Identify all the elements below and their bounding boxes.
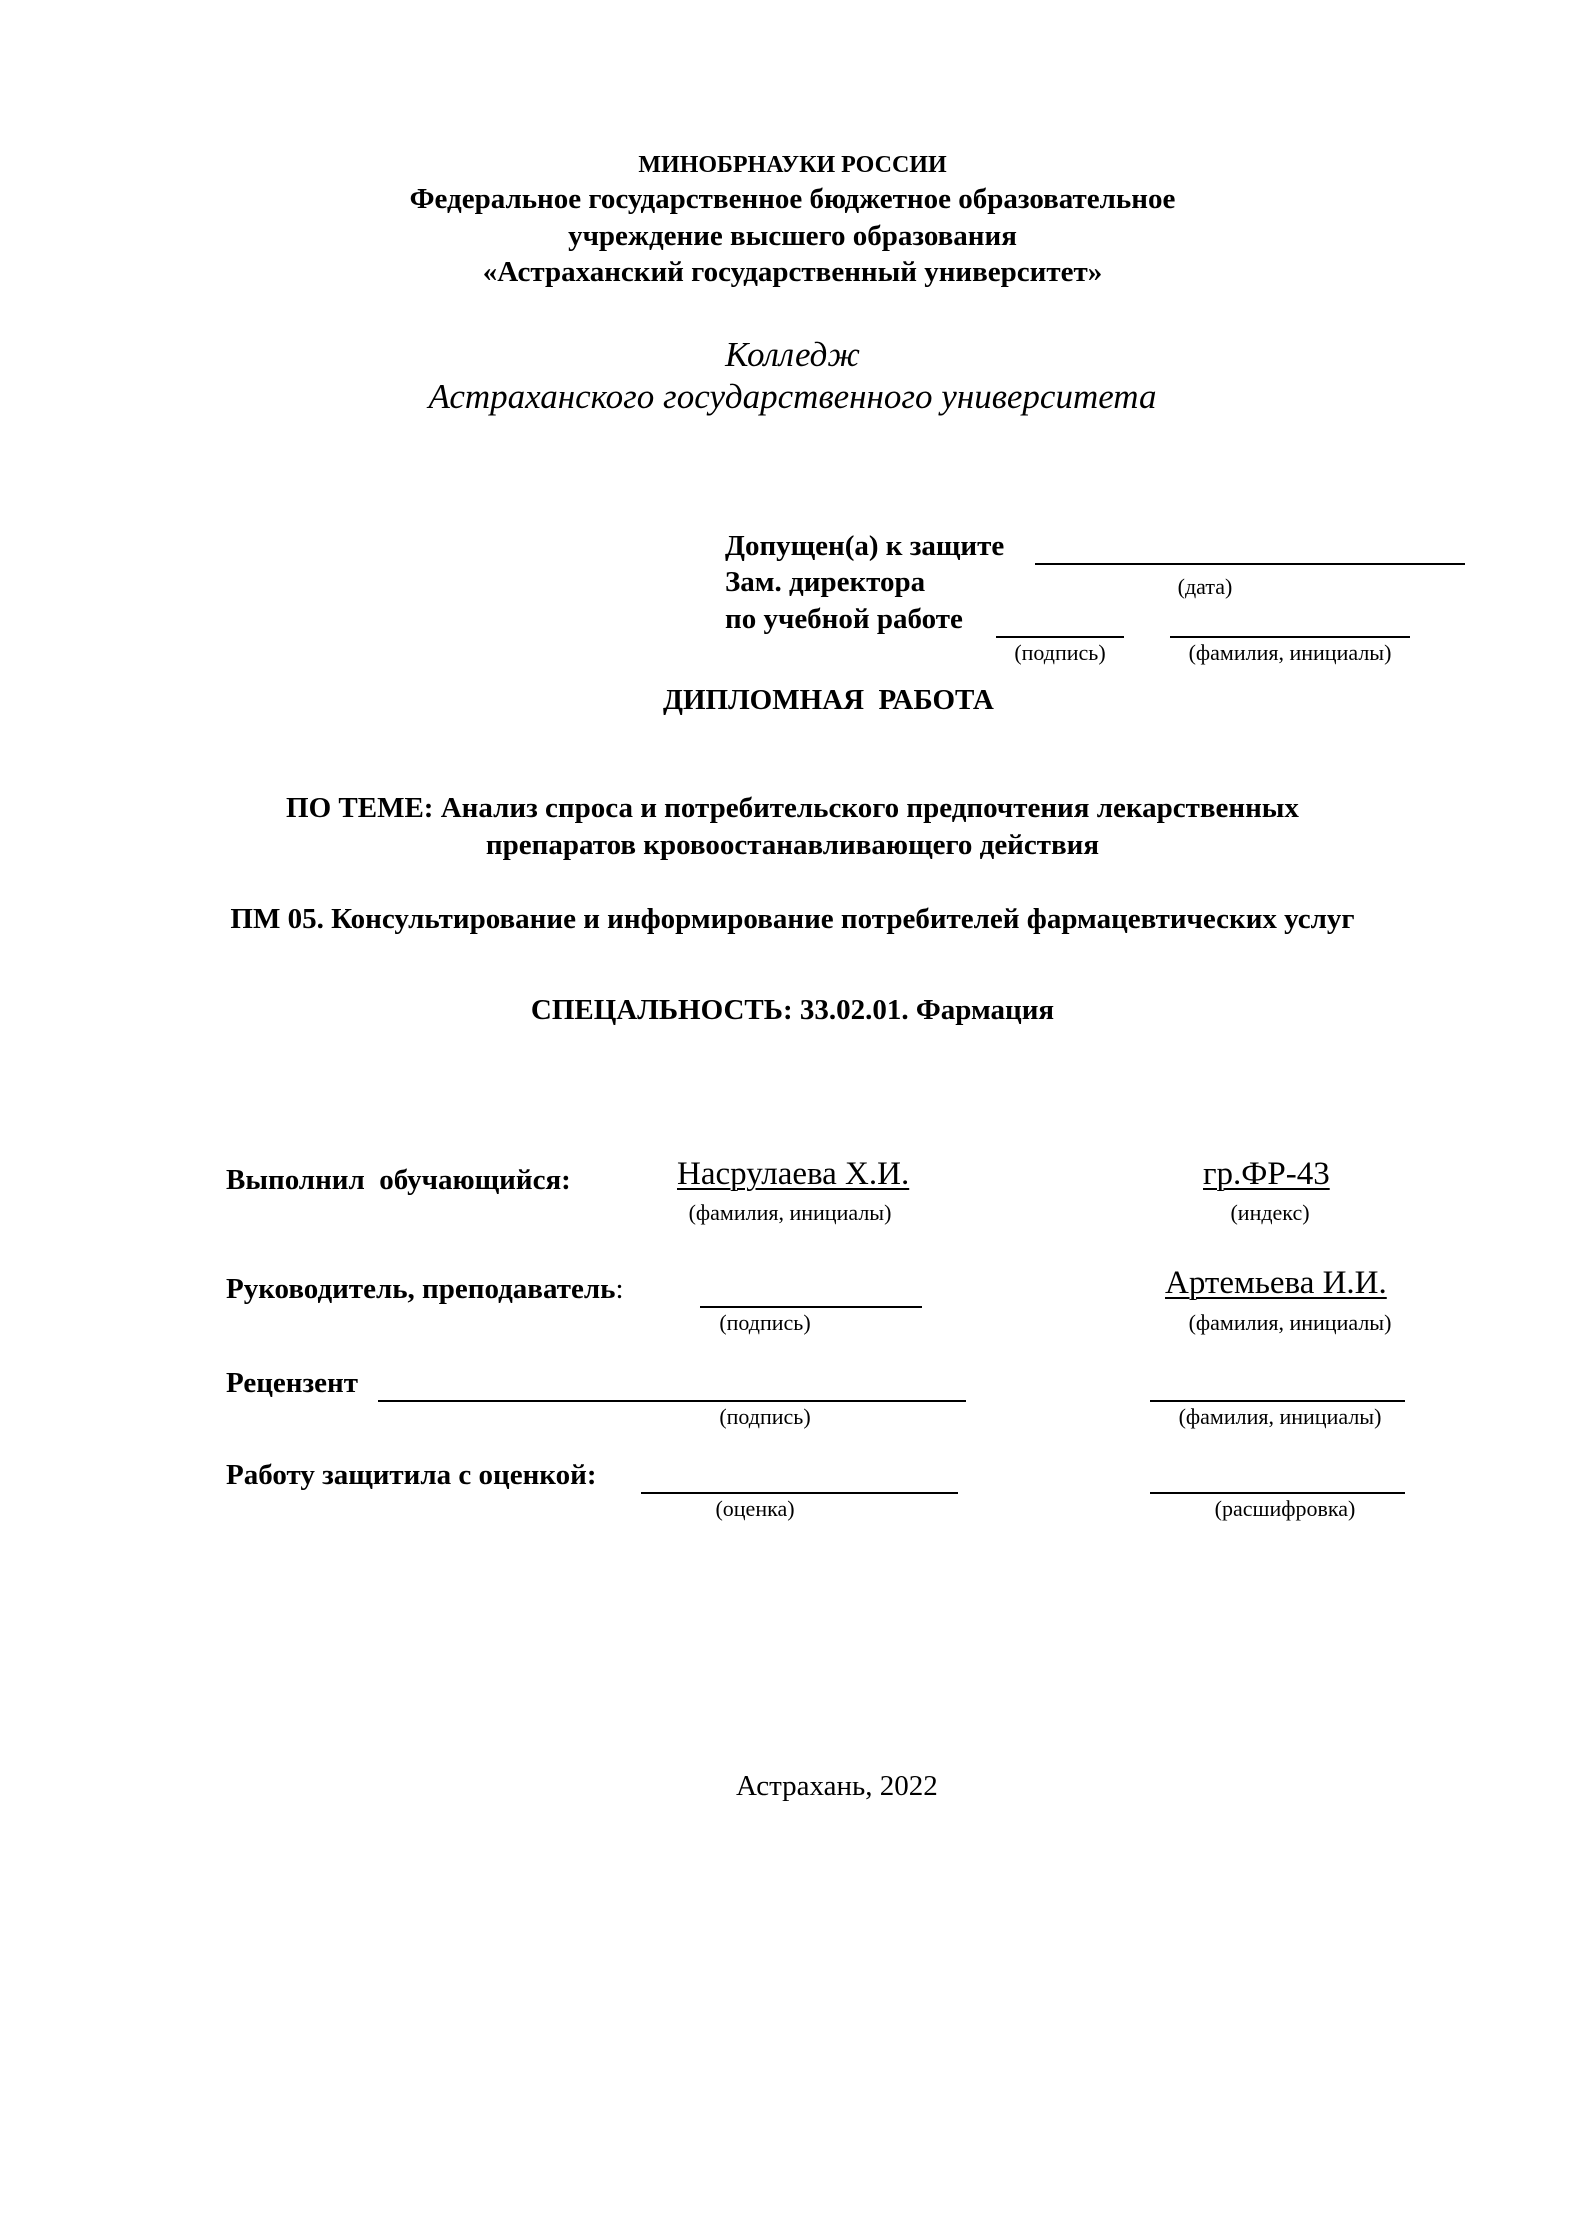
supervisor-signature-line <box>700 1306 922 1308</box>
deputy-label: Зам. директора <box>725 566 926 598</box>
supervisor-label: Руководитель, преподаватель <box>226 1273 616 1305</box>
document-title: ДИПЛОМНАЯ РАБОТА <box>663 684 994 716</box>
approval-name-line <box>1170 636 1410 638</box>
student-name: Насрулаева Х.И. <box>677 1156 910 1192</box>
module-title: ПМ 05. Консультирование и информирование потребителей фармацевтических услуг <box>230 903 1355 935</box>
reviewer-name-caption: (фамилия, инициалы) <box>1178 1404 1382 1429</box>
defense-grade-caption: (оценка) <box>715 1496 795 1521</box>
student-group: гр.ФР-43 <box>1203 1156 1330 1192</box>
defense-decode-line <box>1150 1492 1405 1494</box>
reviewer-name-line <box>1150 1400 1405 1402</box>
student-group-caption: (индекс) <box>1230 1200 1310 1225</box>
city-year: Астрахань, 2022 <box>736 1770 938 1802</box>
student-label: Выполнил обучающийся: <box>226 1164 571 1196</box>
reviewer-signature-caption: (подпись) <box>719 1404 811 1429</box>
defense-grade-line <box>641 1492 958 1494</box>
admitted-label: Допущен(а) к защите <box>725 530 1005 562</box>
reviewer-label: Рецензент <box>226 1367 358 1399</box>
college-line-2: Астраханского государственного университета <box>428 377 1157 416</box>
admitted-date-line <box>1035 563 1465 565</box>
defense-label: Работу защитила с оценкой: <box>226 1459 597 1491</box>
defense-decode-caption: (расшифровка) <box>1214 1496 1356 1521</box>
approval-name-caption: (фамилия, инициалы) <box>1188 640 1392 665</box>
specialty: СПЕЦАЛЬНОСТЬ: 33.02.01. Фармация <box>530 994 1055 1026</box>
supervisor-name: Артемьева И.И. <box>1165 1265 1387 1301</box>
supervisor-label-row <box>226 1273 624 1306</box>
topic-line-2: препаратов кровоостанавливающего действия <box>485 829 1100 861</box>
approval-signature-caption: (подпись) <box>1014 640 1106 665</box>
institution-line-3: «Астраханский государственный университет» <box>482 256 1103 288</box>
ministry-name: МИНОБРНАУКИ РОССИИ <box>638 152 947 178</box>
institution-line-2: учреждение высшего образования <box>568 220 1017 252</box>
institution-line-1: Федеральное государственное бюджетное образовательное <box>409 183 1176 215</box>
approval-signature-line <box>996 636 1124 638</box>
student-name-caption: (фамилия, инициалы) <box>688 1200 892 1225</box>
supervisor-colon: : <box>615 1273 624 1305</box>
reviewer-signature-line <box>378 1400 966 1402</box>
topic-line-1: ПО ТЕМЕ: Анализ спроса и потребительского предпочтения лекарственных <box>286 792 1299 824</box>
study-label: по учебной работе <box>725 603 963 635</box>
college-line-1: Колледж <box>725 335 860 374</box>
supervisor-signature-caption: (подпись) <box>719 1310 811 1335</box>
date-caption: (дата) <box>1177 574 1233 599</box>
supervisor-name-caption: (фамилия, инициалы) <box>1188 1310 1392 1335</box>
